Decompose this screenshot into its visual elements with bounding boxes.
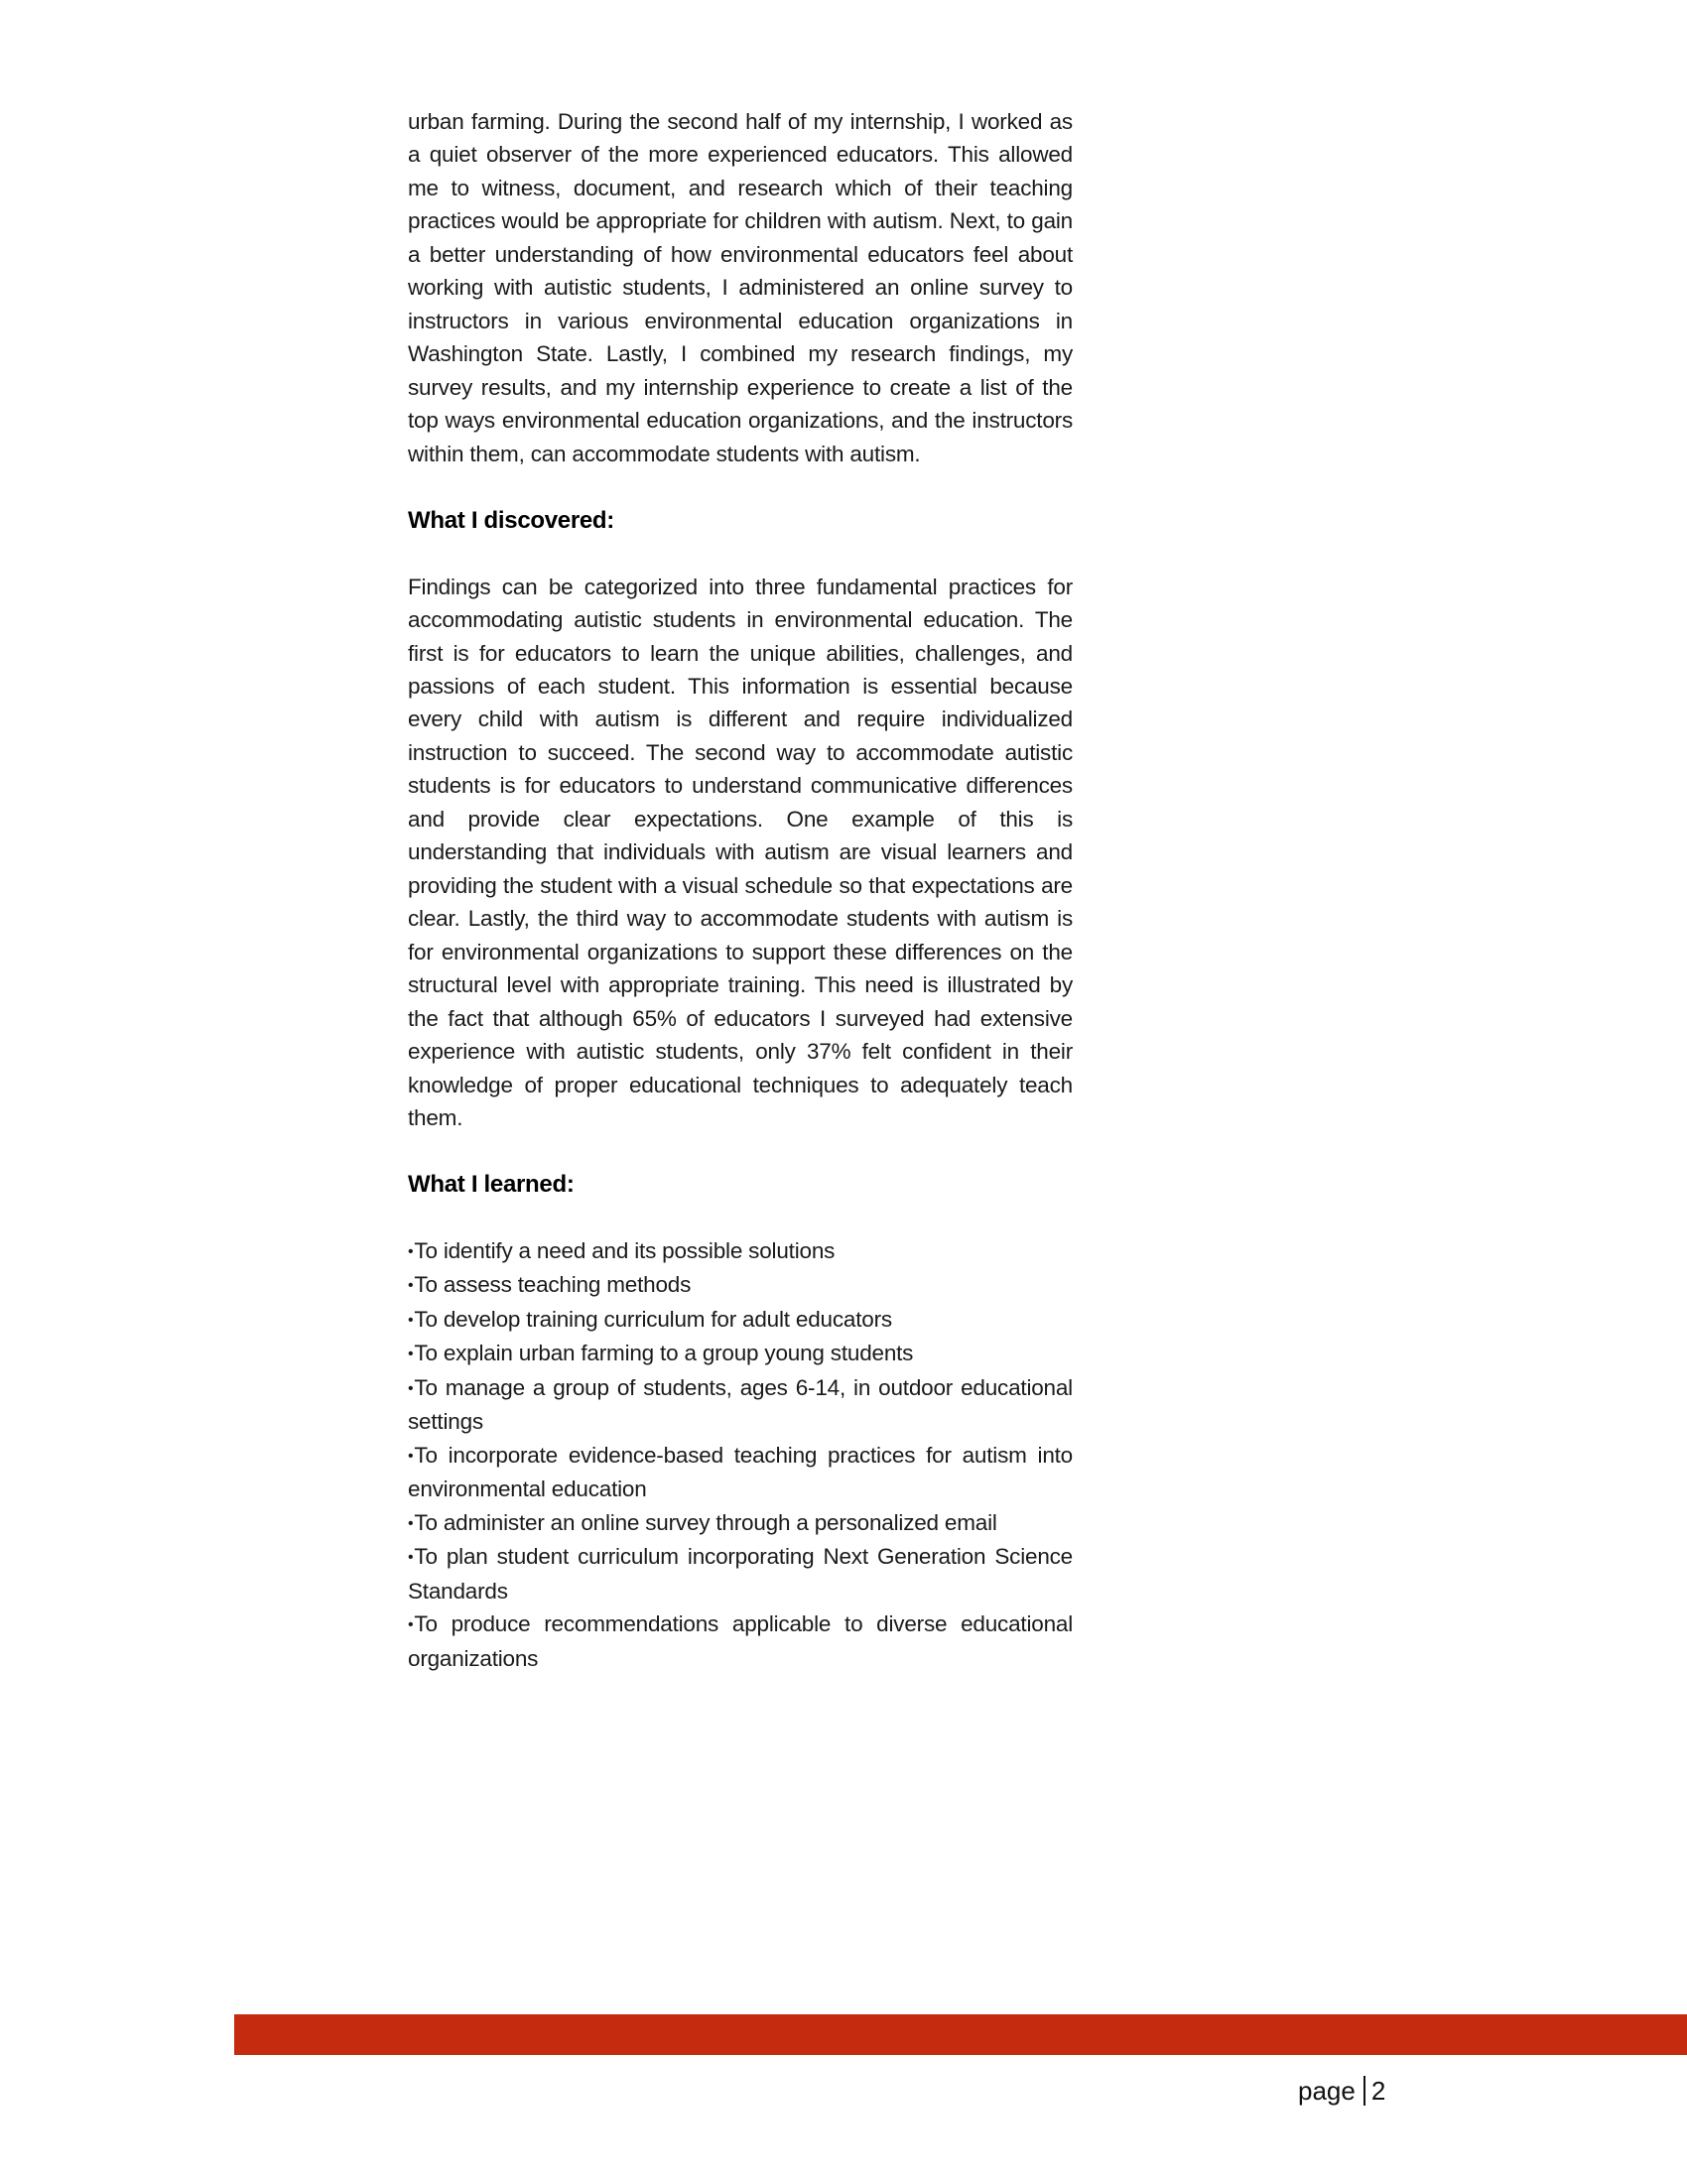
list-item xyxy=(408,1540,1073,1607)
list-item xyxy=(408,1506,1073,1540)
discoveries-paragraph: Findings can be categorized into three fundamental practices for accommodating autistic students in environmental education. The first is for educators to learn the unique abilities, challenges, and passions of each student. This information is essential because every child with autism is different and require individualized instruction to succeed. The second way to accommodate autistic students is for educators to understand communicative differences and provide clear expectations. One example of this is understanding that individuals with autism are visual learners and providing the student with a visual schedule so that expectations are clear. Lastly, the third way to accommodate students with autism is for environmental organizations to support these differences on the structural level with appropriate training. This need is illustrated by the fact that although 65% of educators I surveyed had extensive experience with autistic students, only 37% felt confident in their knowledge of proper educational techniques to adequately teach them. xyxy=(408,574,1073,1131)
list-item-text: To manage a group of students, ages 6-14, in outdoor educational settings xyxy=(408,1374,1073,1435)
spacer xyxy=(408,470,1073,503)
heading-what-i-discovered: What I discovered: xyxy=(408,506,614,534)
learned-list xyxy=(408,1234,1073,1675)
page-number-value: 2 xyxy=(1370,2076,1386,2106)
list-item xyxy=(408,1371,1073,1439)
spacer xyxy=(408,537,1073,570)
bullet-icon: • xyxy=(408,1379,414,1397)
bullet-icon: • xyxy=(408,1549,414,1567)
spacer xyxy=(408,1201,1073,1233)
list-item xyxy=(408,1607,1073,1675)
list-item xyxy=(408,1439,1073,1506)
list-item-text: To plan student curriculum incorporating Next Generation Science Standards xyxy=(408,1544,1073,1604)
heading-what-i-learned: What I learned: xyxy=(408,1171,575,1198)
list-item xyxy=(408,1303,1073,1337)
list-item-text: To incorporate evidence-based teaching practices for autism into environmental education xyxy=(408,1442,1073,1502)
list-item-text: To identify a need and its possible solutions xyxy=(414,1237,836,1263)
list-item xyxy=(408,1268,1073,1302)
bullet-icon: • xyxy=(408,1514,414,1532)
intro-paragraph: urban farming. During the second half of my internship, I worked as a quiet observer of the more experienced educators. This allowed me to witness, document, and research which of their teaching practices would be appropriate for children with autism. Next, to gain a better understanding of how environmental educators feel about working with autistic students, I administered an online survey to instructors in various environmental education organizations in Washington State. Lastly, I combined my research findings, my survey results, and my internship experience to create a list of the top ways environmental education organizations, and the instructors within them, can accommodate students with autism. xyxy=(408,109,1073,466)
bullet-icon: • xyxy=(408,1311,414,1329)
page-label: page xyxy=(1298,2076,1356,2106)
list-item-text: To develop training curriculum for adult educators xyxy=(414,1306,892,1332)
list-item-text: To assess teaching methods xyxy=(414,1272,692,1298)
footer-accent-bar xyxy=(234,2014,1687,2055)
bullet-icon: • xyxy=(408,1242,414,1260)
list-item xyxy=(408,1234,1073,1268)
list-item-text: To produce recommendations applicable to diverse educational organizations xyxy=(408,1611,1073,1671)
page-number xyxy=(1298,2076,1385,2107)
list-item xyxy=(408,1337,1073,1370)
bullet-icon: • xyxy=(408,1346,414,1363)
bullet-icon: • xyxy=(408,1447,414,1465)
bullet-icon: • xyxy=(408,1277,414,1295)
bullet-icon: • xyxy=(408,1616,414,1634)
page-separator xyxy=(1363,2076,1365,2106)
list-item-text: To administer an online survey through a personalized email xyxy=(414,1509,997,1535)
spacer xyxy=(408,1135,1073,1168)
text-column xyxy=(408,105,1073,1675)
list-item-text: To explain urban farming to a group young students xyxy=(414,1341,914,1366)
